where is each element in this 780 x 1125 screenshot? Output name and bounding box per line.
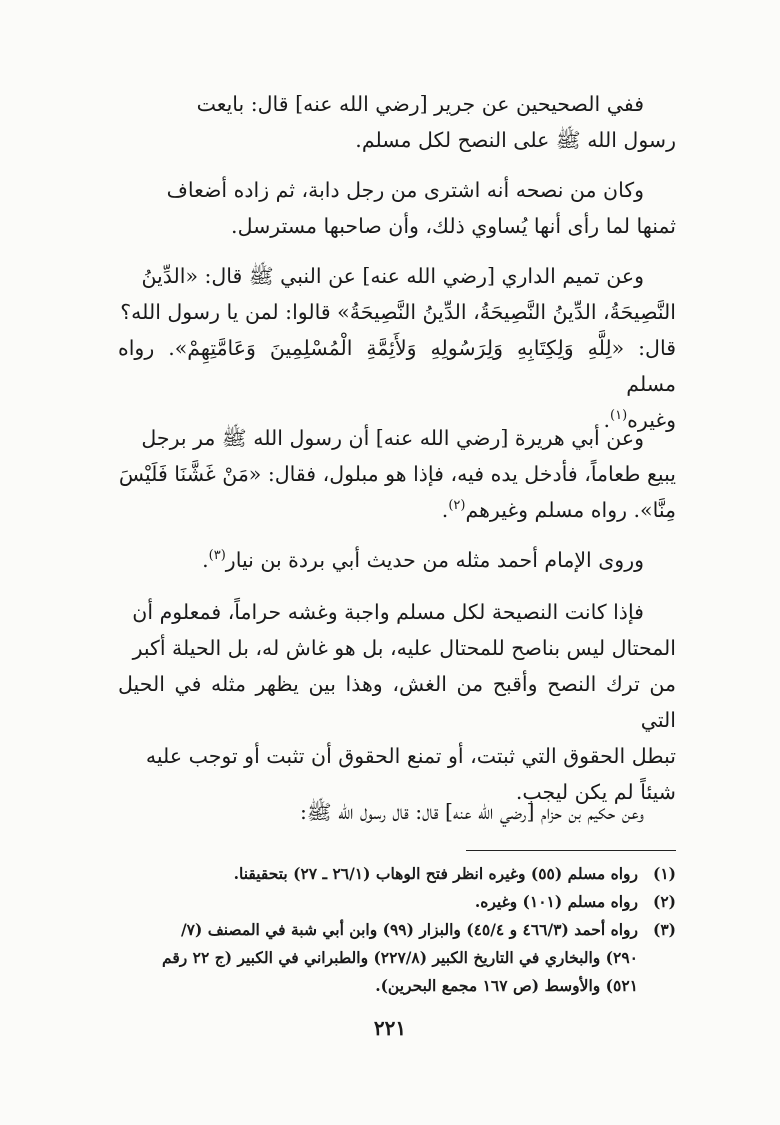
text-line: وعن تميم الداري [رضي الله عنه] عن النبي ﷺ قال: «الدِّينُ bbox=[141, 264, 644, 288]
text-line: وكان من نصحه أنه اشترى من رجل دابة، ثم زاده أضعاف bbox=[166, 178, 644, 202]
text-line: تبطل الحقوق التي ثبتت، أو تمنع الحقوق أن تثبت أو توجب عليه bbox=[145, 744, 676, 768]
footnote-number: (١) bbox=[652, 864, 676, 883]
footnote-3 bbox=[118, 916, 676, 1000]
paragraph-hila bbox=[118, 594, 676, 810]
text-line: شيئاً لم يكن ليجب. bbox=[515, 780, 676, 804]
paragraph-hakim bbox=[118, 794, 676, 830]
paragraph-jarir bbox=[118, 86, 676, 122]
text-line: فإذا كانت النصيحة لكل مسلم واجبة وغشه حراماً، فمعلوم أن bbox=[132, 600, 644, 624]
text-line: وغيره$^{(١)}$. bbox=[603, 408, 676, 432]
text-line: يبيع طعاماً، فأدخل يده فيه، فإذا هو مبلول، فقال: «مَنْ غَشَّنَا فَلَيْسَ bbox=[118, 462, 676, 486]
text-line: رسول الله ﷺ على النصح لكل مسلم. bbox=[355, 128, 676, 152]
text-line: مِنَّا». رواه مسلم وغيرهم$^{(٢)}$. bbox=[441, 498, 676, 522]
footnote-marker-1[interactable]: (١) bbox=[610, 408, 628, 424]
text-fragment: وروى الإمام أحمد مثله من حديث أبي بردة بن نيار bbox=[225, 548, 644, 572]
footnote-text bbox=[118, 860, 638, 888]
text-line: النَّصِيحَةُ، الدِّينُ النَّصِيحَةُ، الدِّينُ النَّصِيحَةُ» قالوا: لمن يا رسول الله؟ bbox=[120, 300, 676, 324]
text-line: المحتال ليس بناصح للمحتال عليه، بل هو غاش له، بل الحيلة أكبر bbox=[132, 636, 676, 660]
footnote-text bbox=[118, 888, 638, 916]
page-number: ٢٢١ bbox=[373, 1016, 407, 1040]
footnote-text bbox=[118, 916, 638, 1000]
footnote-marker-2[interactable]: (٢) bbox=[448, 498, 466, 514]
text-fragment: مِنَّا». رواه مسلم وغيرهم bbox=[465, 498, 676, 522]
paragraph-tamim bbox=[118, 258, 676, 438]
text-line: ٥٢١) والأوسط (ص ١٦٧ مجمع البحرين). bbox=[375, 976, 638, 995]
text-line: رواه مسلم (١٠١) وغيره. bbox=[474, 892, 638, 911]
text-line: وروى الإمام أحمد مثله من حديث أبي بردة بن نيار$^{(٣)}$. bbox=[202, 548, 644, 572]
paragraph-nush bbox=[118, 172, 676, 244]
footnote-divider bbox=[466, 850, 676, 851]
footnote-marker-3[interactable]: (٣) bbox=[208, 548, 226, 564]
text-line: من ترك النصح وأقبح من الغش، وهذا بين يظهر مثله في الحيل التي bbox=[118, 672, 676, 732]
paragraph-jarir-cont bbox=[118, 122, 676, 158]
footnote-number: (٢) bbox=[652, 892, 676, 911]
text-line: قال: «لِلَّهِ وَلِكِتَابِهِ وَلِرَسُولِهِ وَلأَئِمَّةِ الْمُسْلِمِينَ وَعَامَّتِهِمْ». رواه مسلم bbox=[118, 336, 676, 396]
footnote-1 bbox=[118, 860, 676, 888]
text-line: ثمنها لما رأى أنها يُساوي ذلك، وأن صاحبها مسترسل. bbox=[231, 214, 676, 238]
footnote-2 bbox=[118, 888, 676, 916]
text-line: وعن أبي هريرة [رضي الله عنه] أن رسول الله ﷺ مر برجل bbox=[141, 426, 644, 450]
text-line: ٢٩٠) والبخاري في التاريخ الكبير (٢٢٧/٨) والطبراني في الكبير (ج ٢٢ رقم bbox=[162, 948, 638, 967]
text-line: وعن حكيم بن حزام [رضي الله عنه] قال: قال رسول الله ﷺ: bbox=[299, 800, 644, 824]
paragraph-abu-hurayra bbox=[118, 420, 676, 528]
text-line: رواه أحمد (٤٦٦/٣ و ٤٥/٤) والبزار (٩٩) وابن أبي شبة في المصنف (٧/ bbox=[180, 920, 638, 939]
text-line: رواه مسلم (٥٥) وغيره انظر فتح الوهاب (٢٦/١ ـ ٢٧) بتحقيقنا. bbox=[233, 864, 638, 883]
footnotes-section bbox=[118, 860, 676, 1000]
footnote-number: (٣) bbox=[652, 920, 676, 939]
paragraph-ahmad bbox=[118, 542, 676, 578]
text-fragment: وغيره bbox=[627, 408, 676, 432]
text-line: ففي الصحيحين عن جرير [رضي الله عنه] قال: بايعت bbox=[196, 92, 644, 116]
